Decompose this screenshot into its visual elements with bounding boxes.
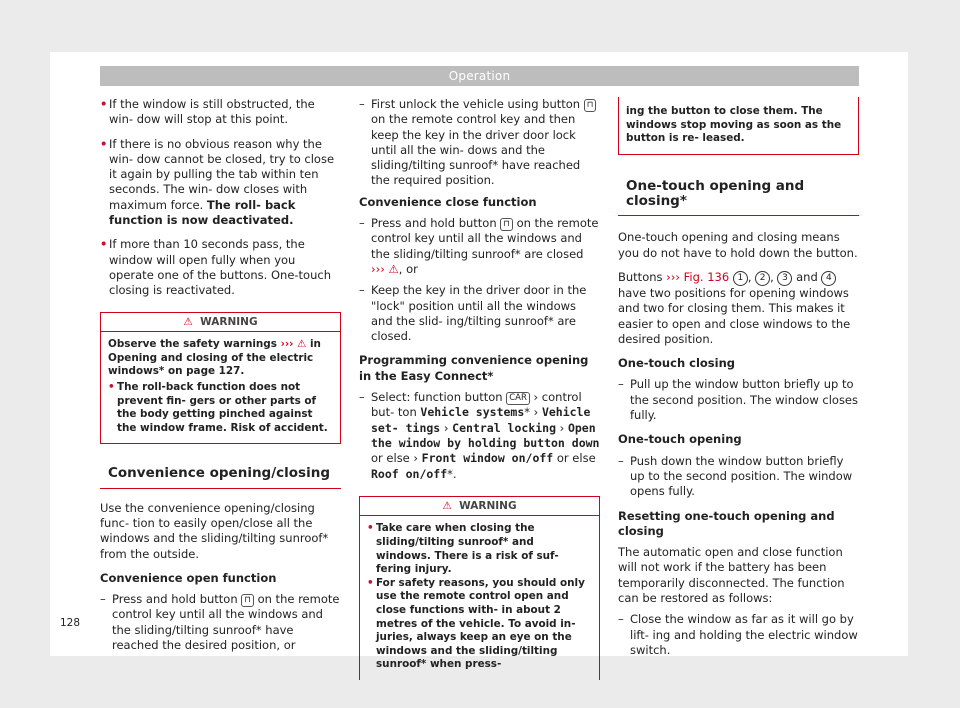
bullet-item: • If more than 10 seconds pass, the window will open fully when you operate one of the buttons. One-touch closing is reactivated. (100, 237, 331, 298)
subheading: Resetting one-touch opening and closing (618, 508, 835, 538)
warning-triangle-icon: ⚠ (388, 261, 399, 276)
warning-triangle-icon: ⚠ (297, 338, 307, 351)
column-3 (618, 97, 859, 664)
warning-box (359, 496, 600, 680)
paragraph: The automatic open and close function will not work if the battery has been temporarily disconnected. The function can be restored as follows: (618, 545, 845, 606)
lock-key-icon: ⊓ (241, 594, 254, 607)
dash-item: – First unlock the vehicle using button ⊓ on the remote control key and then keep the key in the driver door lock until all the win- dows and the sliding/tilting sunroof* have reached the required position. (359, 97, 600, 189)
bullet-icon: • (367, 576, 374, 589)
page-header: Operation (100, 66, 859, 86)
callout-number: 2 (755, 271, 770, 286)
page-number: 128 (60, 617, 81, 629)
dash-item: – Press and hold button ⊓ on the remote control key until all the windows and the sliding/tilting sunroof* have reached the desired position, or (100, 592, 340, 652)
dash-item: – Close the window as far as it will go by lift- ing and holding the electric window switch. (618, 612, 858, 657)
bullet-item: • If there is no obvious reason why the win- dow cannot be closed, try to close it again by pulling the tab within ten seconds. The win- dow closes with maximum force. The roll- back function is now deactivated. (100, 136, 335, 228)
warning-triangle-icon: ⚠ (442, 499, 452, 512)
warning-bullet: • The roll-back function does not prevent fin- gers or other parts of the body getting pinched against the window frame. Risk of accident. (108, 380, 328, 434)
dash-item: – Press and hold button ⊓ on the remote control key until all the windows and the sliding/tilting sunroof* are closed ››› ⚠, or (359, 216, 599, 276)
subheading: Programming convenience opening in the Easy Connect* (359, 353, 589, 383)
bullet-icon: • (367, 522, 374, 535)
menu-path: Vehicle systems (420, 405, 525, 420)
warning-header: ⚠ WARNING (360, 497, 599, 517)
paragraph: One-touch opening and closing means you do not have to hold down the button. (618, 230, 858, 260)
unlock-key-icon: ⊓ (584, 99, 597, 112)
warning-triangle-icon: ⚠ (183, 315, 193, 328)
warning-body (360, 516, 599, 680)
lock-key-icon: ⊓ (500, 218, 513, 231)
warning-bullet: • For safety reasons, you should only use the remote control open and close functions with- in about 2 metres of the vehicle. To avoid in- juries, always keep an eye on the windows and the sliding/tilting sunroof* when press- (367, 576, 585, 671)
callout-number: 4 (821, 271, 836, 286)
menu-path: Vehicle set- tings (371, 405, 591, 435)
bullet-icon: • (108, 380, 115, 393)
section-heading: One-touch opening and closing* (618, 179, 859, 217)
warning-bullet: • Take care when closing the sliding/tilting sunroof* and windows. There is a risk of suf- fering injury. (367, 522, 559, 576)
callout-number: 3 (777, 271, 792, 286)
cross-reference-link[interactable]: in Opening and closing of the electric windows* on page 127. (108, 338, 321, 378)
link-arrow-icon: ››› (280, 338, 294, 351)
section-heading: Convenience opening/closing (100, 466, 341, 488)
subheading: One-touch closing (618, 356, 735, 371)
menu-path: Roof on/off (371, 466, 448, 481)
subheading: Convenience open function (100, 570, 277, 585)
column-2 (359, 97, 600, 680)
menu-path: Open the window by holding button down (371, 420, 600, 450)
dash-item: – Keep the key in the driver door in the "lock" position until all the windows and the slid- ing/tilting sunroof* are closed. (359, 283, 587, 344)
warning-body: ing the button to close them. The windows stop moving as soon as the button is re- leased. (626, 105, 842, 145)
warning-text: Observe the safety warnings ››› ⚠ in Opening and closing of the electric windows* on page 127. (108, 338, 321, 378)
callout-number: 1 (733, 271, 748, 286)
warning-box (100, 312, 341, 445)
subheading: One-touch opening (618, 432, 742, 447)
dash-item: – Pull up the window button briefly up to the second position. The window closes fully. (618, 377, 859, 423)
dash-item: – Select: function button CAR › control but- ton Vehicle systems* › Vehicle set- tings › Central locking › Open the window by holding button down or else › Front window on/off or else Roof on/off*. (359, 390, 600, 481)
paragraph: Buttons ››› Fig. 136 1 , 2 , 3 and 4 have two positions for opening windows and two for closing them. This makes it easier to open and close windows to the desired position. (618, 269, 851, 346)
dash-item: – Push down the window button briefly up to the second position. The window opens fully. (618, 453, 853, 499)
bullet-item: • If the window is still obstructed, the win- dow will stop at this point. (100, 97, 315, 127)
paragraph: Use the convenience opening/closing func- tion to easily open/close all the windows and the sliding/tilting sunroof* from the outside. (100, 500, 329, 561)
menu-path: Front window on/off (421, 451, 554, 466)
bullet-icon: • (100, 136, 108, 151)
subheading: Convenience close function (359, 194, 537, 209)
figure-reference-link[interactable]: ››› Fig. 136 (666, 269, 730, 284)
warning-box-continued (618, 97, 859, 155)
menu-path: Central locking (452, 420, 557, 435)
car-button-icon: CAR (506, 392, 530, 405)
warning-body (101, 332, 340, 443)
link-arrow-icon: ››› (371, 261, 385, 276)
bullet-icon: • (100, 237, 108, 252)
column-1 (100, 97, 341, 659)
bullet-icon: • (100, 97, 108, 111)
warning-header: ⚠ WARNING (101, 313, 340, 333)
